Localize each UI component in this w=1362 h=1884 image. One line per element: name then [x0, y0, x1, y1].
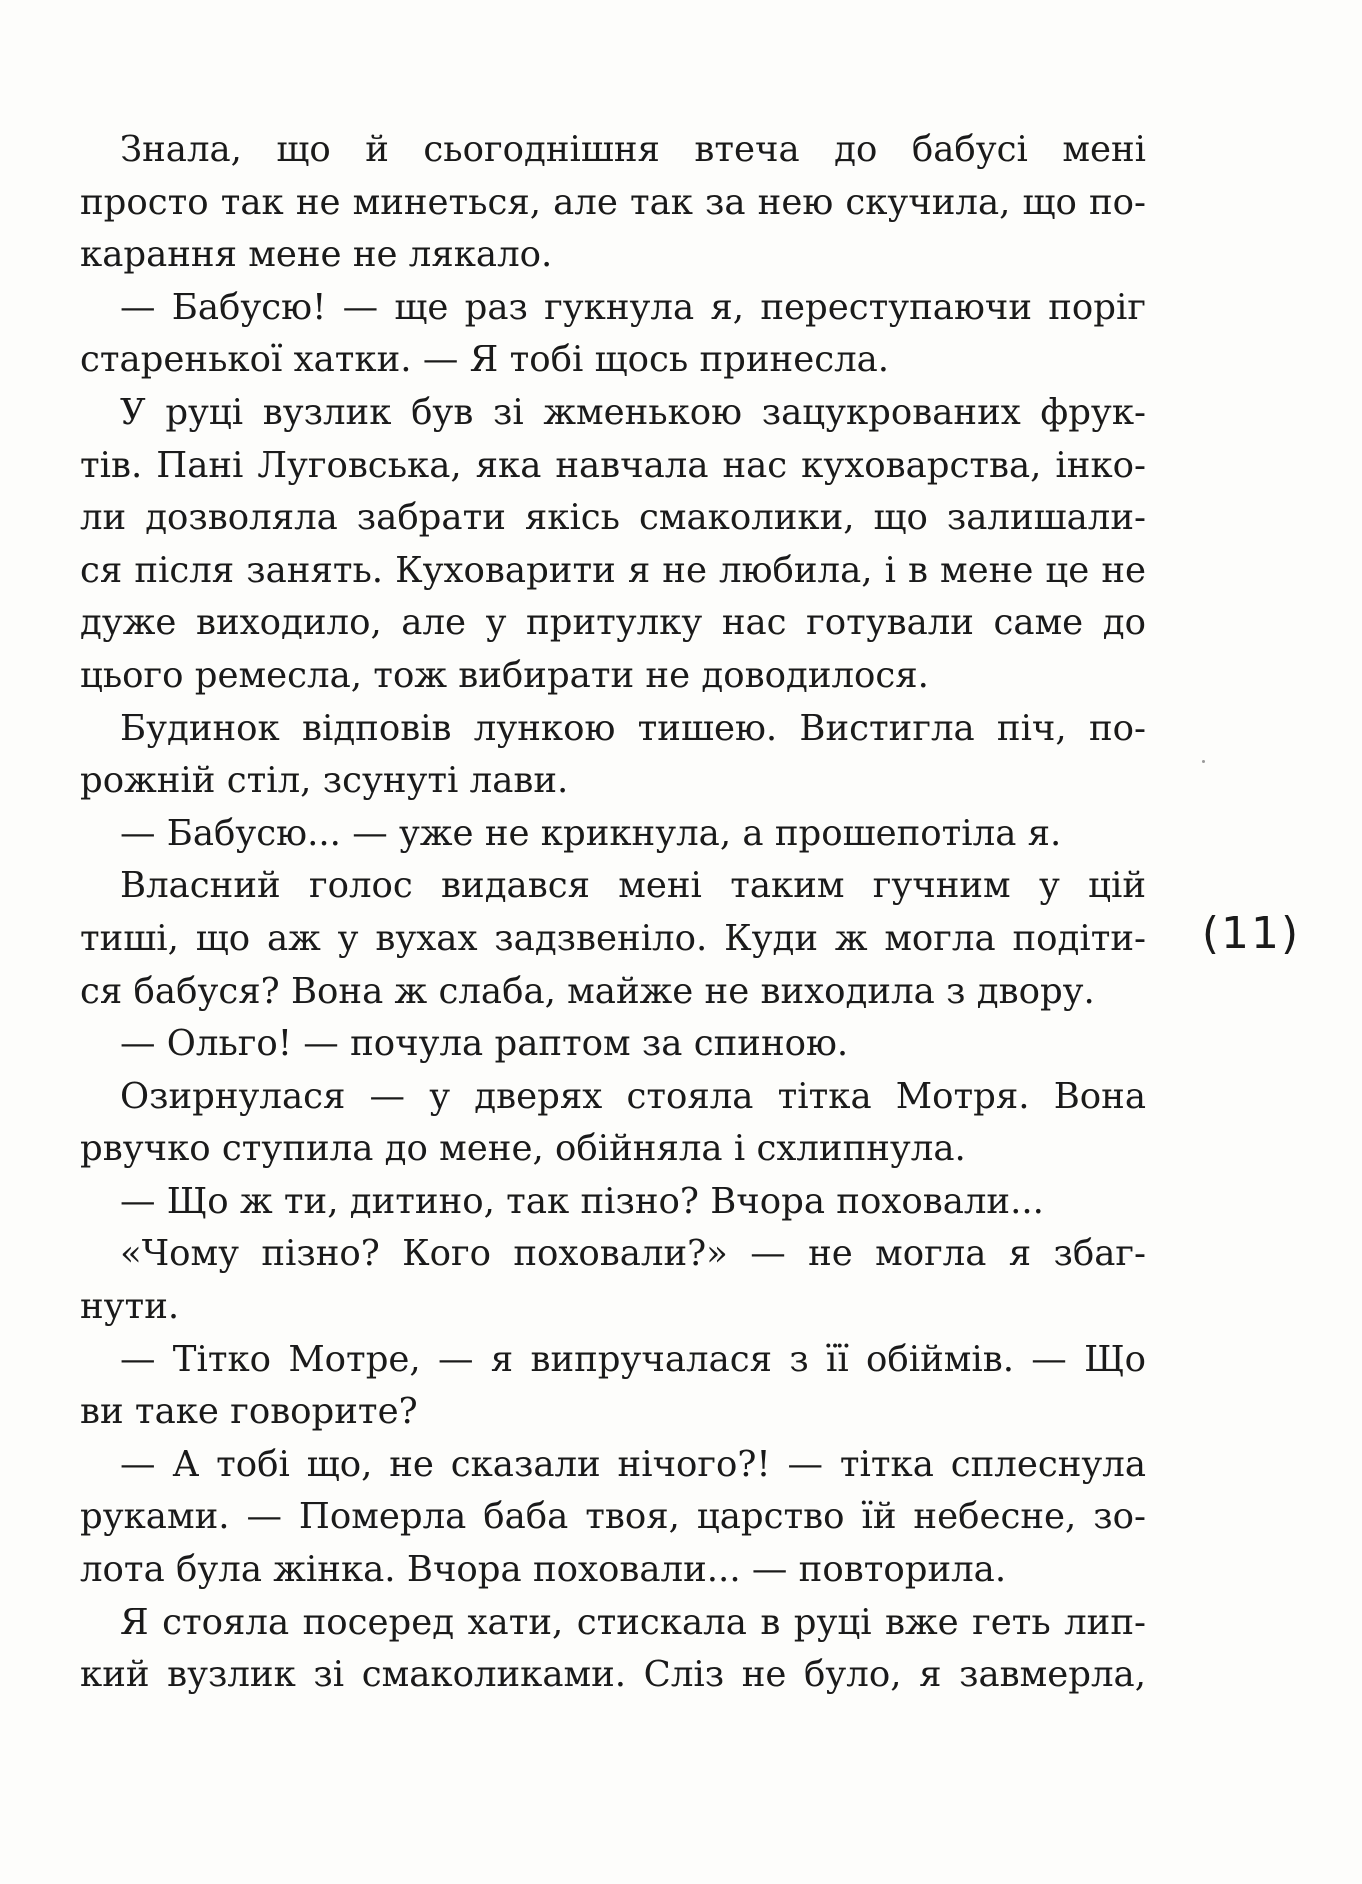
text-line: Власний голос видався мені таким гучним у цій — [120, 865, 1146, 907]
text-line: цього ремесла, тож вибирати не доводилося. — [80, 654, 929, 696]
text-line: — Що ж ти, дитино, так пізно? Вчора поховали... — [120, 1180, 1044, 1222]
text-line: — Бабусю! — ще раз гукнула я, переступаючи поріг — [120, 286, 1146, 328]
text-line: дуже виходило, але у притулку нас готували саме до — [80, 602, 1146, 644]
text-line: Озирнулася — у дверях стояла тітка Мотря. Вона — [120, 1075, 1146, 1117]
text-line: старенької хатки. — Я тобі щось принесла. — [80, 339, 890, 381]
text-line: лота була жінка. Вчора поховали... — повторила. — [80, 1549, 1007, 1591]
text-line: «Чому пізно? Кого поховали?» — не могла я збаг- — [120, 1233, 1146, 1275]
text-line: рвучко ступила до мене, обійняла і схлипнула. — [80, 1128, 966, 1170]
text-line: руками. — Померла баба твоя, царство їй небесне, зо- — [80, 1496, 1146, 1538]
text-line: ви таке говорите? — [80, 1391, 418, 1433]
text-line: рожній стіл, зсунуті лави. — [80, 760, 569, 802]
text-line: карання мене не лякало. — [80, 234, 553, 276]
text-line: кий вузлик зі смаколиками. Сліз не було, я завмерла, — [80, 1654, 1146, 1696]
text-line: ся бабуся? Вона ж слаба, майже не виходила з двору. — [80, 970, 1095, 1012]
text-line: ся після занять. Куховарити я не любила, і в мене це не — [80, 549, 1146, 591]
page-number: (11) — [1201, 908, 1301, 959]
text-line: — Ольго! — почула раптом за спиною. — [120, 1023, 849, 1065]
text-line: Будинок відповів лункою тишею. Вистигла піч, по- — [120, 707, 1146, 749]
text-line: ли дозволяла забрати якісь смаколики, що залишали- — [80, 497, 1146, 539]
text-line: — Тітко Мотре, — я випручалася з її обіймів. — Що — [120, 1338, 1146, 1380]
text-line: просто так не минеться, але так за нею скучила, що по- — [80, 181, 1146, 223]
text-line: Я стояла посеред хати, стискала в руці вже геть лип- — [120, 1601, 1146, 1643]
text-line: Знала, що й сьогоднішня втеча до бабусі мені — [120, 129, 1146, 170]
text-line: — Бабусю... — уже не крикнула, а прошепотіла я. — [120, 812, 1062, 854]
text-line: тів. Пані Луговська, яка навчала нас куховарства, інко- — [80, 444, 1146, 486]
text-line: нути. — [80, 1286, 180, 1328]
print-speck — [1202, 760, 1205, 763]
text-line: — А тобі що, не сказали нічого?! — тітка сплеснула — [120, 1443, 1146, 1485]
body-text — [80, 124, 1146, 1702]
text-line: тиші, що аж у вухах задзвеніло. Куди ж могла подіти- — [80, 917, 1146, 959]
text-line: У руці вузлик був зі жменькою зацукрованих фрук- — [120, 391, 1146, 433]
